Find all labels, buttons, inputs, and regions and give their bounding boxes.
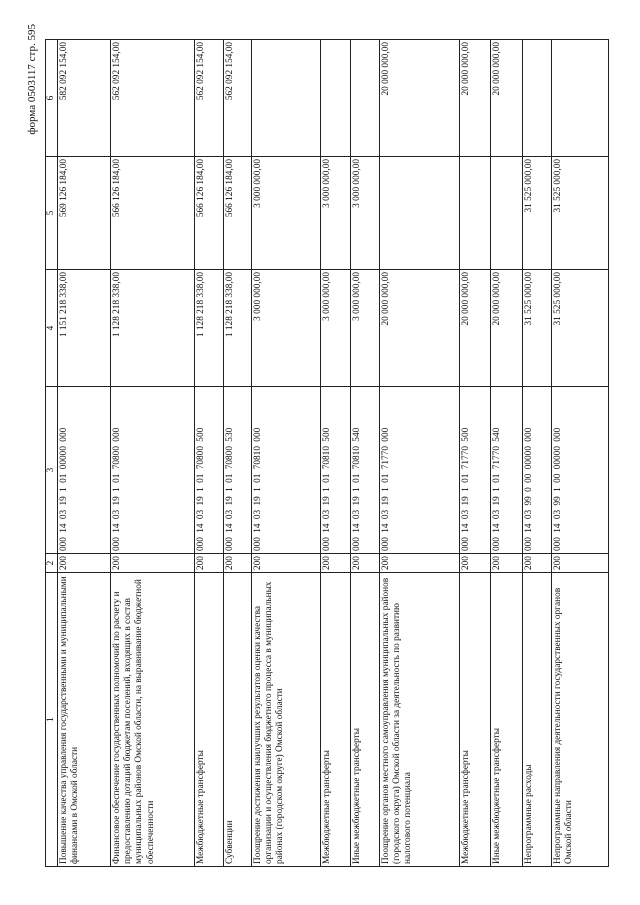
amount-cell: 1 128 218 338,00 xyxy=(224,270,252,387)
amount-cell: 20 000 000,00 xyxy=(380,40,460,157)
amount-cell: 566 126 184,00 xyxy=(195,157,224,270)
column-header: 2 xyxy=(46,554,58,573)
amount-cell xyxy=(380,157,460,270)
row-name-cell: Иные межбюджетные трансферты xyxy=(351,573,380,867)
row-name-cell: Межбюджетные трансферты xyxy=(321,573,351,867)
amount-cell: 20 000 000,00 xyxy=(460,270,491,387)
budget-code-cell: 000 14 03 19 1 01 71770 500 xyxy=(460,387,491,554)
row-name-cell: Повышение качества управления государственными и муниципальными финансами в Омской области xyxy=(58,573,111,867)
line-code-cell: 200 xyxy=(58,554,111,573)
amount-cell: 3 000 000,00 xyxy=(351,157,380,270)
amount-cell: 1 128 218 338,00 xyxy=(111,270,195,387)
amount-cell xyxy=(460,157,491,270)
amount-cell: 3 000 000,00 xyxy=(321,270,351,387)
amount-cell xyxy=(491,157,523,270)
line-code-cell: 200 xyxy=(111,554,195,573)
line-code-cell: 200 xyxy=(380,554,460,573)
budget-code-cell: 000 14 03 19 1 01 70800 500 xyxy=(195,387,224,554)
amount-cell: 569 126 184,00 xyxy=(58,157,111,270)
budget-code-cell: 000 14 03 99 0 00 00000 000 xyxy=(523,387,552,554)
line-code-cell: 200 xyxy=(321,554,351,573)
amount-cell xyxy=(321,40,351,157)
budget-code-cell: 000 14 03 19 1 01 70810 000 xyxy=(252,387,321,554)
amount-cell: 562 092 154,00 xyxy=(111,40,195,157)
amount-cell: 1 128 218 338,00 xyxy=(195,270,224,387)
amount-cell: 31 525 000,00 xyxy=(552,270,609,387)
budget-table xyxy=(45,39,609,867)
amount-cell: 31 525 000,00 xyxy=(552,157,609,270)
table-row xyxy=(224,40,252,867)
amount-cell xyxy=(351,40,380,157)
row-name-cell: Поощрение органов местного самоуправления муниципальных районов (городского округа) Омской области за деятельность по развитию налогового потенциала xyxy=(380,573,460,867)
row-name-cell: Финансовое обеспечение государственных полномочий по расчету и предоставлению дотаций бюджетам поселений, входящих в состав муниципальных районов Омской области, на выравнивание бюджетной обеспеченности xyxy=(111,573,195,867)
row-name-cell: Непрограммные расходы xyxy=(523,573,552,867)
table-row xyxy=(351,40,380,867)
table-row xyxy=(321,40,351,867)
amount-cell: 20 000 000,00 xyxy=(380,270,460,387)
line-code-cell: 200 xyxy=(252,554,321,573)
table-body xyxy=(58,40,609,867)
row-name-cell: Межбюджетные трансферты xyxy=(460,573,491,867)
column-header: 4 xyxy=(46,270,58,387)
line-code-cell: 200 xyxy=(552,554,609,573)
table-row xyxy=(58,40,111,867)
line-code-cell: 200 xyxy=(195,554,224,573)
amount-cell xyxy=(252,40,321,157)
line-code-cell: 200 xyxy=(491,554,523,573)
table-row xyxy=(111,40,195,867)
row-name-cell: Поощрение достижения наилучших результатов оценки качества организации и осуществления бюджетного процесса в муниципальных районах (городском округе) Омской области xyxy=(252,573,321,867)
table-row xyxy=(552,40,609,867)
amount-cell: 31 525 000,00 xyxy=(523,157,552,270)
table-row xyxy=(380,40,460,867)
row-name-cell: Межбюджетные трансферты xyxy=(195,573,224,867)
amount-cell: 562 092 154,00 xyxy=(224,40,252,157)
amount-cell: 3 000 000,00 xyxy=(351,270,380,387)
amount-cell: 3 000 000,00 xyxy=(252,270,321,387)
table-row xyxy=(491,40,523,867)
amount-cell: 3 000 000,00 xyxy=(321,157,351,270)
budget-code-cell: 000 14 03 19 1 01 71770 000 xyxy=(380,387,460,554)
amount-cell xyxy=(552,40,609,157)
amount-cell: 31 525 000,00 xyxy=(523,270,552,387)
amount-cell: 3 000 000,00 xyxy=(252,157,321,270)
amount-cell: 20 000 000,00 xyxy=(491,270,523,387)
line-code-cell: 200 xyxy=(351,554,380,573)
budget-code-cell: 000 14 03 19 1 01 71770 540 xyxy=(491,387,523,554)
table-row xyxy=(195,40,224,867)
amount-cell: 582 092 154,00 xyxy=(58,40,111,157)
line-code-cell: 200 xyxy=(224,554,252,573)
line-code-cell: 200 xyxy=(460,554,491,573)
amount-cell: 566 126 184,00 xyxy=(111,157,195,270)
amount-cell: 20 000 000,00 xyxy=(491,40,523,157)
amount-cell: 566 126 184,00 xyxy=(224,157,252,270)
column-header: 6 xyxy=(46,40,58,157)
amount-cell xyxy=(523,40,552,157)
budget-code-cell: 000 14 03 19 1 01 70810 500 xyxy=(321,387,351,554)
column-header: 3 xyxy=(46,387,58,554)
budget-code-cell: 000 14 03 19 1 01 70800 530 xyxy=(224,387,252,554)
amount-cell: 562 092 154,00 xyxy=(195,40,224,157)
column-header: 1 xyxy=(46,573,58,867)
form-header: форма 0503117 стр. 595 xyxy=(26,24,38,135)
table-row xyxy=(460,40,491,867)
budget-code-cell: 000 14 03 99 1 00 00000 000 xyxy=(552,387,609,554)
budget-code-cell: 000 14 03 19 1 01 70800 000 xyxy=(111,387,195,554)
column-header: 5 xyxy=(46,157,58,270)
row-name-cell: Иные межбюджетные трансферты xyxy=(491,573,523,867)
column-number-row xyxy=(46,40,58,867)
row-name-cell: Субвенции xyxy=(224,573,252,867)
budget-code-cell: 000 14 03 19 1 01 00000 000 xyxy=(58,387,111,554)
budget-code-cell: 000 14 03 19 1 01 70810 540 xyxy=(351,387,380,554)
table-row xyxy=(252,40,321,867)
amount-cell: 20 000 000,00 xyxy=(460,40,491,157)
table-row xyxy=(523,40,552,867)
line-code-cell: 200 xyxy=(523,554,552,573)
amount-cell: 1 151 218 338,00 xyxy=(58,270,111,387)
row-name-cell: Непрограммные направления деятельности государственных органов Омской области xyxy=(552,573,609,867)
